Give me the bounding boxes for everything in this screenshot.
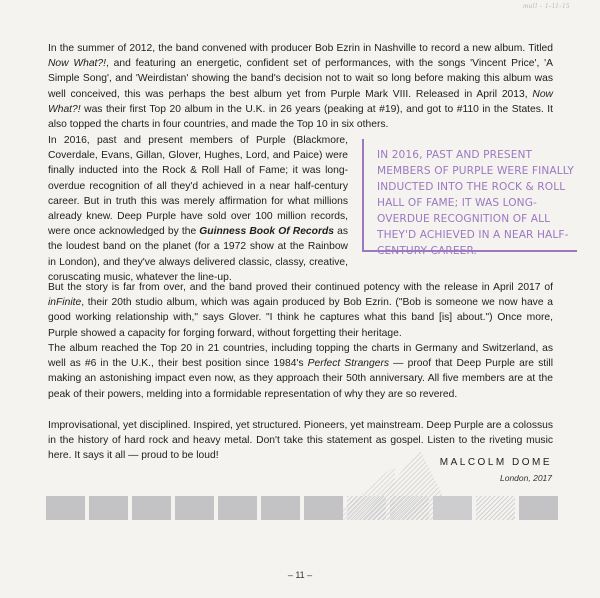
decorative-square xyxy=(519,496,558,520)
decorative-square xyxy=(132,496,171,520)
author-name: MALCOLM DOME xyxy=(439,457,552,468)
decorative-square xyxy=(218,496,257,520)
pull-quote-text: IN 2016, PAST AND PRESENT MEMBERS OF PURPLE WERE FINALLY INDUCTED INTO THE ROCK & ROLL HALL OF FAME; IT WAS LONG-OVERDUE RECOGNITION OF ALL THEY'D ACHIEVED IN A NEAR HALF-CENTURY CAREER. xyxy=(377,149,574,257)
decorative-square xyxy=(46,496,85,520)
decorative-square xyxy=(347,496,386,520)
decorative-square xyxy=(433,496,472,520)
decorative-square xyxy=(390,496,429,520)
decorative-square xyxy=(476,496,515,520)
decorative-square xyxy=(261,496,300,520)
decorative-square xyxy=(89,496,128,520)
corner-mark: mull - 1-11-15 xyxy=(523,2,570,10)
paragraph-1: In the summer of 2012, the band convened with producer Bob Ezrin in Nashville to record a new album. Titled Now What?!, and featuring an energetic, confident set of performances, with the songs 'Vincent Price', 'A Simple Song', and 'Weirdistan' showing the band's decision not to wait so long before making this album was well conceived, this was perhaps the best album yet from Purple Mark VIII. Released in April 2013, Now What?! was their first Top 20 album in the U.K. in 26 years (peaking at #19), and got to #110 in the States. It also topped the charts in four countries, and made the Top 10 in six others. xyxy=(48,43,553,131)
decorative-square xyxy=(304,496,343,520)
author-credit xyxy=(440,457,552,483)
paragraph-5: Improvisational, yet disciplined. Inspired, yet structured. Pioneers, yet mainstream. Deep Purple are a colossus in the history of hard rock and heavy metal. Don't take this statement as gospel. Listen to the riveting music here. It says it all — proud to be loud! xyxy=(48,420,553,462)
pull-quote xyxy=(362,139,577,257)
page-number: – 11 – xyxy=(287,570,313,580)
author-place-date: London, 2017 xyxy=(500,473,552,483)
paragraph-3: But the story is far from over, and the band proved their continued potency with the release in April 2017 of inFinite, their 20th studio album, which was again produced by Bob Ezrin. ("Bob is someone we now have a good working relationship with," says Glover. "I think he captures what this band [is] about.") Once more, Purple showed a capacity for forging forward, without forgetting their heritage. xyxy=(48,282,553,339)
decorative-square xyxy=(175,496,214,520)
paragraph-2: In 2016, past and present members of Purple (Blackmore, Coverdale, Evans, Gillan, Glover, Hughes, Lord, and Paice) were finally inducted into the Rock & Roll Hall of Fame; it was long-overdue recognition of all they'd achieved in a near half-century career. But in truth this was merely affirmation for what millions already knew. Deep Purple have sold over 100 million records, were once acknowledged by the Guinness Book Of Records as the loudest band on the planet (for a 1972 show at the Rainbow in London), and they've always delivered classic, classy, creative, coruscating music, whatever the line-up. xyxy=(48,135,348,283)
paragraph-4: The album reached the Top 20 in 21 countries, including topping the charts in Germany and Switzerland, as well as #6 in the U.K., their best position since 1984's Perfect Strangers — proof that Deep Purple are still making an astonishing impact even now, as they approach their 50th anniversary. All five members are at the peak of their powers, melding into a formidable representation of why they are so revered. xyxy=(48,343,553,400)
